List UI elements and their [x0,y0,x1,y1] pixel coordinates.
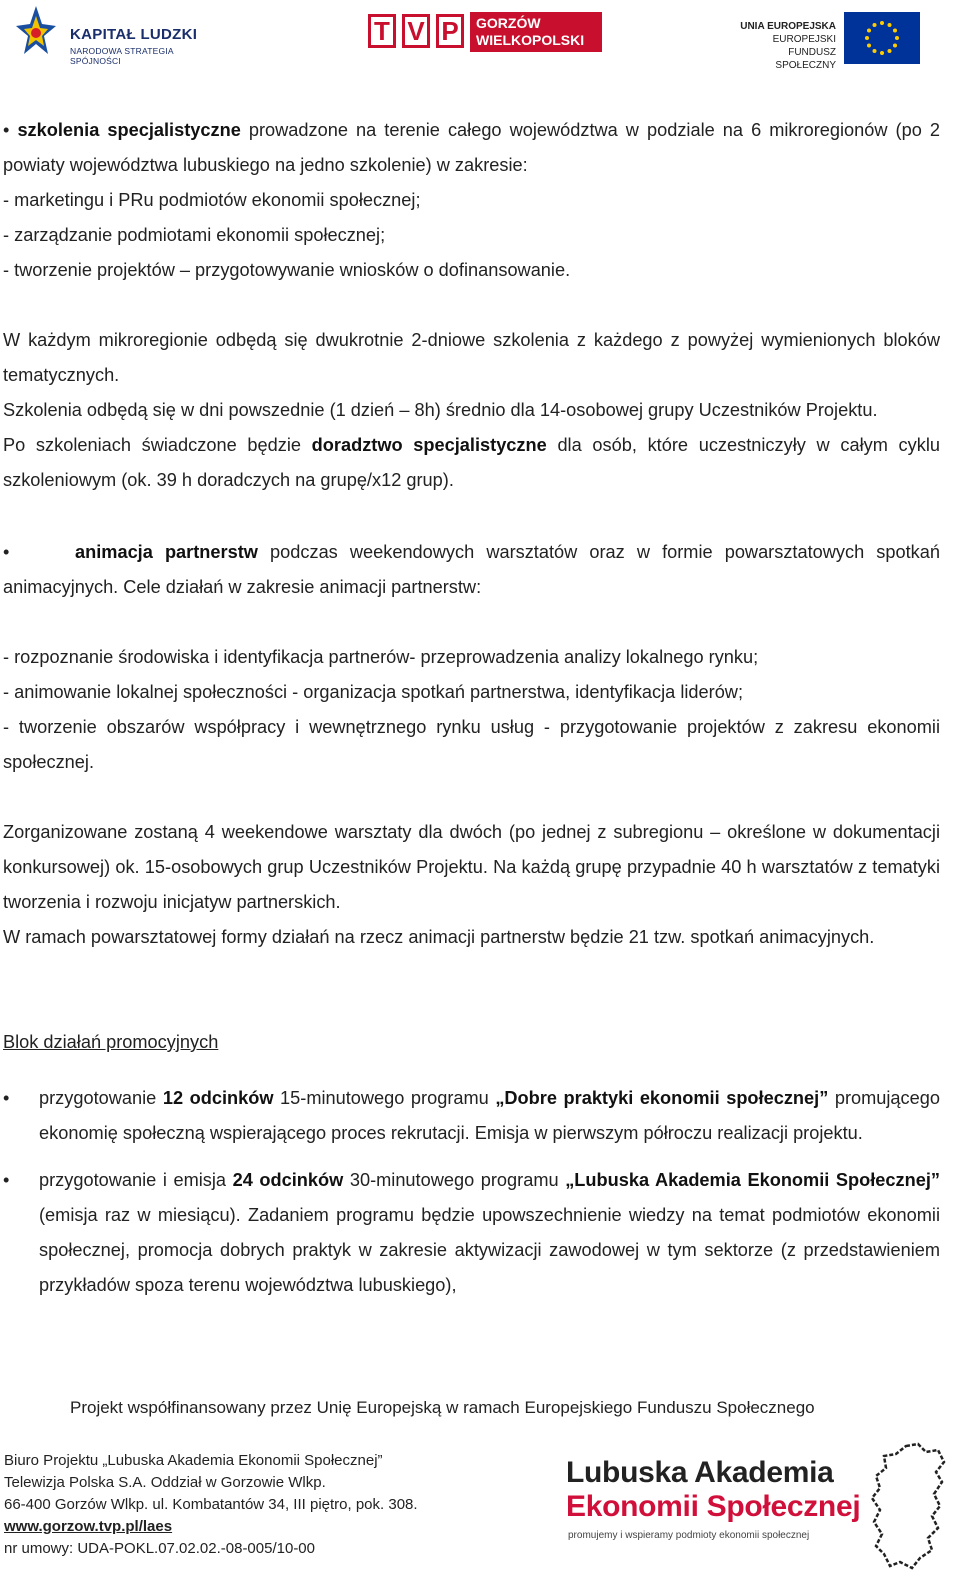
text: przygotowanie i emisja [39,1170,233,1190]
text: (emisja raz w miesiącu). Zadaniem programu będzie upowszechnienie wiedzy na temat podmiotów ekonomii społecznej, promocja dobrych praktyk w zakresie aktywizacji zawodowej w tym sektorze (z przedstawieniem przykładów spoza terenu województwa lubuskiego), [39,1205,940,1295]
bullet: • [3,542,10,562]
text: dla osób, które uczestniczyły w całym cyklu szkoleniowym (ok. 39 h doradczych na grupę/x12 grup). [3,435,940,490]
section-animacja [3,535,940,605]
tvp-letter-v: V [402,14,430,48]
bullet: • [3,120,10,140]
tvp-gorzow-logo [368,12,602,52]
logo-tagline: promujemy i wspieramy podmioty ekonomii społecznej [568,1530,810,1541]
text: przygotowanie [39,1088,163,1108]
eu-star [880,21,884,25]
paragraph: Zorganizowane zostaną 4 weekendowe warsztaty dla dwóch (po jednej z subregionu – określone w dokumentacji konkursowej) ok. 15-osobowych grup Uczestników Projektu. Na każdą grupę przypadnie 40 h warsztatów z tematyki tworzenia i rozwoju inicjatyw partnerskich. [3,822,940,912]
eu-star [895,36,899,40]
page-footer [0,1442,960,1582]
tvp-region-block [470,12,602,52]
footer-contract-number: nr umowy: UDA-POKL.07.02.02.-08-005/10-00 [4,1540,315,1557]
lead-text: prowadzone na terenie całego województwa w podziale na 6 mikroregionów (po 2 powiaty województwa lubuskiego na jedno szkolenie) w zakresie: [3,120,940,175]
footer-line: Telewizja Polska S.A. Oddział w Gorzowie Wlkp. [4,1474,326,1491]
logo-line1: Lubuska Akademia [566,1456,834,1489]
kapital-ludzki-subtitle: NARODOWA STRATEGIA SPÓJNOŚCI [70,46,174,66]
lubuskie-map-icon [866,1442,956,1572]
eu-line3: FUNDUSZ SPOŁECZNY [775,47,836,71]
eu-star [880,51,884,55]
bold-text: doradztwo specjalistyczne [311,435,547,455]
eu-fund-text [730,20,836,72]
bold-lead: animacja partnerstw [75,542,258,562]
promo-item-2 [3,1163,940,1303]
kapital-ludzki-logo [16,6,216,68]
tvp-letter-p: P [436,14,464,48]
eu-star [893,44,897,48]
footer-website-link[interactable]: www.gorzow.tvp.pl/laes [4,1518,173,1535]
eu-star [867,29,871,33]
section-szkolenia [3,113,940,183]
footer-line: Biuro Projektu „Lubuska Akademia Ekonomii Społecznej” [4,1452,383,1469]
document-body [3,113,940,1303]
list-item: - zarządzanie podmiotami ekonomii społecznej; [3,225,386,245]
eu-star [867,44,871,48]
eu-star [865,36,869,40]
text: Po szkoleniach świadczone będzie [3,435,312,455]
kapital-ludzki-star-icon [16,6,56,64]
eu-line1: UNIA EUROPEJSKA [740,21,836,32]
bullet: • [3,1088,10,1108]
eu-line2: EUROPEJSKI [772,34,836,45]
program-title: „Dobre praktyki ekonomii społecznej” [495,1088,829,1108]
eu-star [873,49,877,53]
bold-lead: szkolenia specjalistyczne [17,120,241,140]
bold-text: 24 odcinków [232,1170,344,1190]
text: 30-minutowego programu [343,1170,566,1190]
bold-text: 12 odcinków [162,1088,274,1108]
text: promującego ekonomię społeczną wspierającego proces rekrutacji. Emisja w pierwszym półroczu realizacji projektu. [39,1088,940,1143]
footer-address [4,1450,418,1560]
eu-star [888,23,892,27]
list-item: - tworzenie projektów – przygotowywanie wniosków o dofinansowanie. [3,260,571,280]
promo-item-1 [3,1081,940,1151]
program-title: „Lubuska Akademia Ekonomii Społecznej” [565,1170,940,1190]
eu-fund-logo [730,12,920,71]
lead-text: podczas weekendowych warsztatów oraz w formie powarsztatowych spotkań animacyjnych. Cele działań w zakresie animacji partnerstw: [3,542,940,597]
tvp-region-line1: GORZÓW [476,15,541,31]
paragraph: W ramach powarsztatowej formy działań na rzecz animacji partnerstw będzie 21 tzw. spotkań animacyjnych. [3,927,875,947]
kapital-ludzki-title: KAPITAŁ LUDZKI [70,26,198,43]
bullet: • [3,1170,10,1190]
paragraph: W każdym mikroregionie odbędą się dwukrotnie 2-dniowe szkolenia z każdego z powyżej wymienionych bloków tematycznych. [3,330,940,385]
paragraph: Szkolenia odbędą się w dni powszednie (1 dzień – 8h) średnio dla 14-osobowej grupy Uczestników Projektu. [3,400,878,420]
list-item: - marketingu i PRu podmiotów ekonomii społecznej; [3,190,421,210]
footer-line: 66-400 Gorzów Wlkp. ul. Kombatantów 34, III piętro, pok. 308. [4,1496,418,1513]
list-item: - tworzenie obszarów współpracy i wewnętrznego rynku usług - przygotowanie projektów z zakresu ekonomii społecznej. [3,717,940,772]
tvp-region-line2: WIELKOPOLSKI [476,32,585,48]
eu-flag-icon [844,12,920,64]
eu-star [888,49,892,53]
list-item: - rozpoznanie środowiska i identyfikacja partnerów- przeprowadzenia analizy lokalnego rynku; [3,647,759,667]
text: 15-minutowego programu [273,1088,496,1108]
tvp-letter-t: T [368,14,396,48]
eu-star [873,23,877,27]
eu-star [893,29,897,33]
paragraph [3,428,940,498]
page-header [0,0,960,80]
section-heading-promocja: Blok działań promocyjnych [3,1032,219,1052]
lubuska-akademia-logo [566,1456,866,1546]
list-item: - animowanie lokalnej społeczności - organizacja spotkań partnerstwa, identyfikacja liderów; [3,682,743,702]
cofinancing-note: Projekt współfinansowany przez Unię Europejską w ramach Europejskiego Funduszu Społecznego [70,1398,815,1417]
logo-line2: Ekonomii Społecznej [566,1490,861,1523]
